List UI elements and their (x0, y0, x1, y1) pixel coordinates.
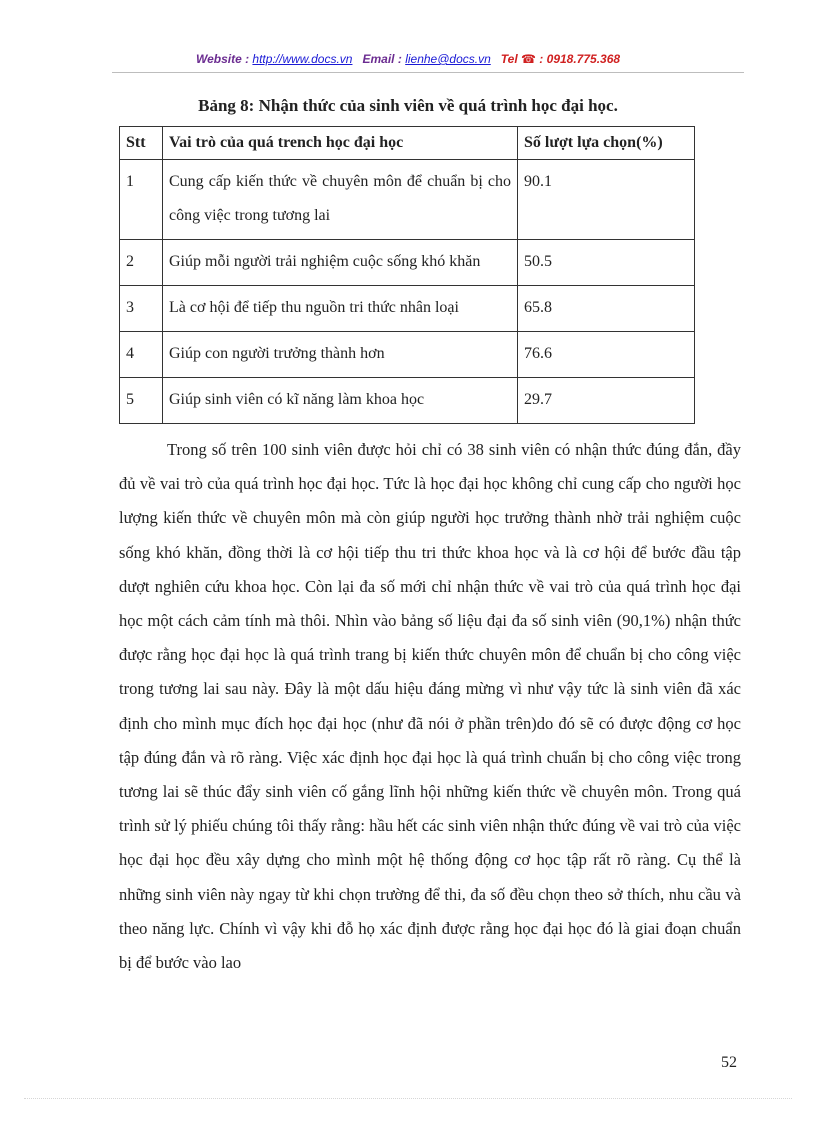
row-role (163, 160, 518, 240)
row-role (163, 332, 518, 378)
row-stt: 4 (120, 332, 163, 378)
row-stt: 1 (120, 160, 163, 240)
email-label: Email : (362, 52, 402, 66)
row-percent: 90.1 (518, 160, 695, 240)
website-link[interactable]: http://www.docs.vn (252, 52, 353, 66)
footer-divider (24, 1098, 792, 1099)
row-role-text: Giúp sinh viên có kĩ năng làm khoa học (169, 391, 425, 408)
body-paragraph: Trong số trên 100 sinh viên được hỏi chỉ có 38 sinh viên có nhận thức đúng đắn, đầy đủ về vai trò của quá trình học đại học. Tức là học đại học không chỉ cung cấp cho người học lượng kiến thức về chuyên môn mà còn giúp người học trưởng thành nhờ trải nghiệm cuộc sống khó khăn, đồng thời là cơ hội tiếp thu tri thức khoa học và là cơ hội để bước đầu tập dượt nghiên cứu khoa học. Còn lại đa số mới chỉ nhận thức về vai trò của quá trình học đại học một cách cảm tính mà thôi. Nhìn vào bảng số liệu đại đa số sinh viên (90,1%) nhận thức được rằng học đại học là quá trình trang bị kiến thức chuyên môn để chuẩn bị cho công việc trong tương lai sau này. Đây là một dấu hiệu đáng mừng vì như vậy tức là sinh viên đã xác định cho mình mục đích học đại học (như đã nói ở phần trên)do đó sẽ có được động cơ học tập đúng đắn và rõ ràng. Việc xác định học đại học là quá trình chuẩn bị cho công việc trong tương lai sẽ thúc đẩy sinh viên cố gắng lĩnh hội những kiến thức về chuyên môn. Trong quá trình sử lý phiếu chúng tôi thấy rằng: hầu hết các sinh viên nhận thức đúng về vai trò của việc học đại học đều xây dựng cho mình một hệ thống động cơ học tập rất rõ ràng. Cụ thể là những sinh viên này ngay từ khi chọn trường để thi, đa số đều chọn theo sở thích, nhu cầu và theo năng lực. Chính vì vậy khi đỗ họ xác định được rằng học đại học đó là giai đoạn chuẩn bị để bước vào lao (119, 440, 741, 973)
survey-table (119, 126, 695, 424)
row-percent: 76.6 (518, 332, 695, 378)
row-stt: 5 (120, 378, 163, 424)
body-text (119, 433, 741, 980)
row-role-text: Giúp mỗi người trải nghiệm cuộc sống khó khăn (169, 253, 481, 270)
table-header-row (120, 127, 695, 160)
row-percent: 50.5 (518, 240, 695, 286)
tel-number: 0918.775.368 (546, 52, 621, 66)
page-header (0, 52, 816, 66)
table-row (120, 378, 695, 424)
row-stt: 3 (120, 286, 163, 332)
row-stt: 2 (120, 240, 163, 286)
table-row (120, 332, 695, 378)
column-header-role: Vai trò của quá trench học đại học (163, 127, 518, 160)
email-link[interactable]: lienhe@docs.vn (405, 52, 491, 66)
row-role-text: Giúp con người trưởng thành hơn (169, 345, 385, 362)
header-divider (112, 72, 744, 73)
page-number: 52 (721, 1054, 737, 1071)
row-role (163, 286, 518, 332)
table-row (120, 160, 695, 240)
row-percent: 65.8 (518, 286, 695, 332)
row-percent: 29.7 (518, 378, 695, 424)
table-row (120, 286, 695, 332)
row-role-text: Cung cấp kiến thức về chuyên môn để chuẩn bị cho công việc trong tương lai (169, 173, 511, 224)
column-header-stt: Stt (120, 127, 163, 160)
row-role-text: Là cơ hội để tiếp thu nguồn tri thức nhân loại (169, 299, 459, 316)
column-header-percent: Số lượt lựa chọn(%) (518, 127, 695, 160)
row-role (163, 378, 518, 424)
table-row (120, 240, 695, 286)
tel-label: Tel ☎ : (500, 52, 544, 66)
row-role (163, 240, 518, 286)
table-title: Bảng 8: Nhận thức của sinh viên về quá trình học đại học. (198, 96, 618, 115)
website-label: Website : (195, 52, 250, 66)
